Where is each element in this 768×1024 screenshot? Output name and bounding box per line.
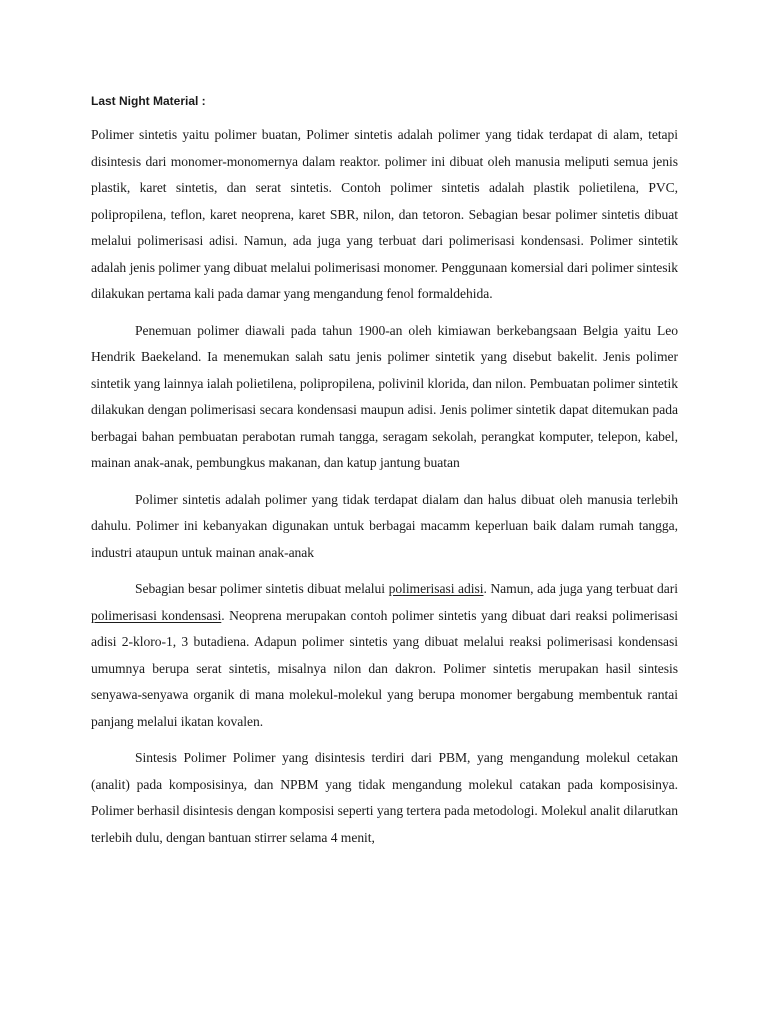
link-polimerisasi-kondensasi[interactable]: polimerisasi kondensasi — [91, 607, 222, 623]
document-heading: Last Night Material : — [91, 94, 206, 108]
link-polimerisasi-adisi[interactable]: polimerisasi adisi — [388, 581, 484, 596]
paragraph-5: Sintesis Polimer Polimer yang disintesis terdiri dari PBM, yang mengandung molekul cetakan (analit) pada komposisinya, dan NPBM yang tidak mengandung molekul catakan pada komposisinya. Polimer berhasil disintesis dengan komposisi seperti yang tertera pada metodologi. Molekul analit dilarutkan terlebih dulu, dengan bantuan stirrer selama 4 menit, — [91, 750, 678, 845]
paragraph-4-text-c: . Neoprena merupakan contoh polimer sintetis yang dibuat dari reaksi polimerisasi adisi 2-kloro-1, 3 butadiena. Adapun polimer sintetis yang dibuat melalui reaksi polimerisasi kondensasi umumnya berupa serat sintetis, misalnya nilon dan dakron. Polimer sintetis merupakan hasil sintesis senyawa-senyawa organik di mana molekul-molekul yang berupa monomer bergabung membentuk rantai panjang melalui ikatan kovalen. — [91, 607, 678, 729]
document-body — [91, 122, 678, 861]
paragraph-3: Polimer sintetis adalah polimer yang tidak terdapat dialam dan halus dibuat oleh manusia terlebih dahulu. Polimer ini kebanyakan digunakan untuk berbagai macamm keperluan baik dalam rumah tangga, industri ataupun untuk mainan anak-anak — [91, 491, 678, 560]
paragraph-4 — [91, 576, 678, 735]
paragraph-4-text-b: . Namun, ada juga yang terbuat dari — [483, 581, 678, 596]
paragraph-1: Polimer sintetis yaitu polimer buatan, Polimer sintetis adalah polimer yang tidak terdapat di alam, tetapi disintesis dari monomer-monomernya dalam reaktor. polimer ini dibuat oleh manusia meliputi semua jenis plastik, karet sintetis, dan serat sintetis. Contoh polimer sintetis adalah plastik polietilena, PVC, polipropilena, teflon, karet neoprena, karet SBR, nilon, dan tetoron. Sebagian besar polimer sintetis dibuat melalui polimerisasi adisi. Namun, ada juga yang terbuat dari polimerisasi kondensasi. Polimer sintetik adalah jenis polimer yang dibuat melalui polimerisasi monomer. Penggunaan komersial dari polimer sintesik dilakukan pertama kali pada damar yang mengandung fenol formaldehida. — [91, 127, 678, 301]
paragraph-2: Penemuan polimer diawali pada tahun 1900-an oleh kimiawan berkebangsaan Belgia yaitu Leo Hendrik Baekeland. Ia menemukan salah satu jenis polimer sintetik yang disebut bakelit. Jenis polimer sintetik yang lainnya ialah polietilena, polipropilena, polivinil klorida, dan nilon. Pembuatan polimer sintetik dilakukan dengan polimerisasi secara kondensasi maupun adisi. Jenis polimer sintetik dapat ditemukan pada berbagai bahan pembuatan perabotan rumah tangga, seragam sekolah, perangkat komputer, telepon, kabel, mainan anak-anak, pembungkus makanan, dan katup jantung buatan — [91, 322, 678, 470]
paragraph-4-text-a: Sebagian besar polimer sintetis dibuat melalui — [135, 581, 389, 596]
